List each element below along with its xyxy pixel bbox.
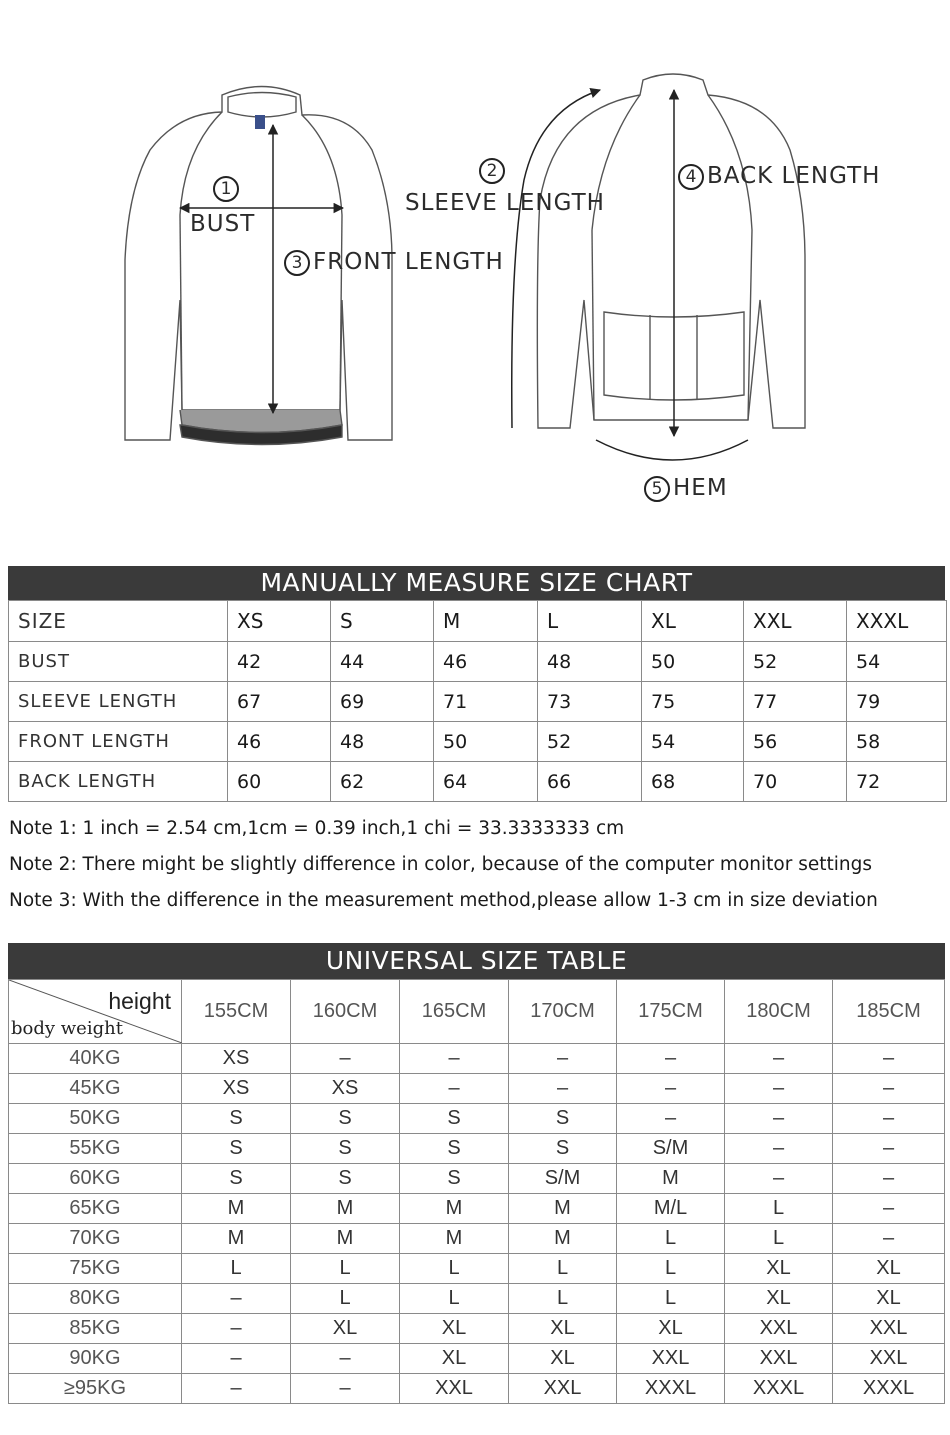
size-cell: XL (400, 1314, 509, 1344)
corner-cell (9, 980, 182, 1044)
size-cell: – (509, 1044, 617, 1074)
size-cell: S (291, 1134, 400, 1164)
size-cell: XXXL (725, 1374, 833, 1404)
height-label: height (108, 988, 171, 1014)
size-cell: – (833, 1074, 945, 1104)
weight-cell: 45KG (9, 1074, 182, 1104)
size-cell: – (182, 1374, 291, 1404)
table-cell: 79 (847, 682, 947, 722)
size-cell: – (833, 1164, 945, 1194)
weight-label: body weight (11, 1018, 123, 1039)
size-cell: M/L (617, 1194, 725, 1224)
table-row (9, 1194, 945, 1224)
size-s: S (331, 601, 434, 642)
back-length-label (678, 163, 880, 190)
table-row (9, 1374, 945, 1404)
table-cell: 56 (744, 722, 847, 762)
size-cell: S/M (617, 1134, 725, 1164)
weight-cell: 65KG (9, 1194, 182, 1224)
table-cell: 44 (331, 642, 434, 682)
size-cell: XL (833, 1254, 945, 1284)
size-cell: XL (509, 1314, 617, 1344)
bust-label (213, 175, 242, 202)
size-cell: M (400, 1194, 509, 1224)
row-label: BACK LENGTH (9, 762, 228, 802)
size-cell: S (400, 1164, 509, 1194)
table-row (9, 642, 947, 682)
size-cell: – (182, 1344, 291, 1374)
table-row (9, 1254, 945, 1284)
hem-label (644, 475, 728, 502)
table-row (9, 722, 947, 762)
table-cell: 69 (331, 682, 434, 722)
size-cell: – (182, 1314, 291, 1344)
table-row (9, 1284, 945, 1314)
size-cell: XL (400, 1344, 509, 1374)
hem-arc (596, 440, 748, 460)
weight-cell: 80KG (9, 1284, 182, 1314)
table-row (9, 1074, 945, 1104)
table-cell: 68 (642, 762, 744, 802)
table-cell: 46 (228, 722, 331, 762)
front-text: FRONT LENGTH (313, 249, 504, 275)
size-cell: L (291, 1284, 400, 1314)
height-160: 160CM (291, 980, 400, 1044)
back-number: 4 (678, 164, 704, 190)
table-row (9, 1164, 945, 1194)
table-cell: 46 (434, 642, 538, 682)
size-cell: – (291, 1044, 400, 1074)
size-cell: XXXL (833, 1374, 945, 1404)
table-row (9, 762, 947, 802)
size-cell: S (182, 1134, 291, 1164)
size-cell: M (291, 1194, 400, 1224)
size-cell: XL (725, 1284, 833, 1314)
size-xs: XS (228, 601, 331, 642)
row-label: FRONT LENGTH (9, 722, 228, 762)
size-cell: XS (182, 1044, 291, 1074)
height-185: 185CM (833, 980, 945, 1044)
jersey-measurement-diagram (0, 0, 950, 540)
size-cell: – (400, 1044, 509, 1074)
size-cell: XXL (833, 1344, 945, 1374)
size-cell: – (509, 1074, 617, 1104)
size-cell: XXL (725, 1344, 833, 1374)
table-row (9, 1044, 945, 1074)
table-cell: 77 (744, 682, 847, 722)
table-cell: 48 (331, 722, 434, 762)
size-cell: – (725, 1074, 833, 1104)
table-cell: 52 (744, 642, 847, 682)
size-cell: S (291, 1104, 400, 1134)
weight-cell: 60KG (9, 1164, 182, 1194)
table-cell: 75 (642, 682, 744, 722)
measure-chart-title: MANUALLY MEASURE SIZE CHART (8, 566, 945, 600)
height-175: 175CM (617, 980, 725, 1044)
weight-cell: 85KG (9, 1314, 182, 1344)
table-row (9, 682, 947, 722)
logo-mark (255, 115, 265, 129)
size-cell: M (617, 1164, 725, 1194)
size-cell: S (509, 1104, 617, 1134)
size-xxl: XXL (744, 601, 847, 642)
size-cell: L (617, 1284, 725, 1314)
table-header-row (9, 980, 945, 1044)
table-cell: 52 (538, 722, 642, 762)
size-cell: XL (833, 1284, 945, 1314)
size-cell: – (725, 1134, 833, 1164)
size-cell: M (509, 1194, 617, 1224)
table-cell: 50 (434, 722, 538, 762)
size-cell: M (182, 1224, 291, 1254)
size-cell: – (182, 1284, 291, 1314)
back-jersey-outline (537, 74, 805, 428)
table-row (9, 1224, 945, 1254)
note-3: Note 3: With the difference in the measurement method,please allow 1-3 cm in size deviation (9, 890, 878, 911)
front-length-label (284, 249, 504, 276)
size-cell: XL (617, 1314, 725, 1344)
size-xxxl: XXXL (847, 601, 947, 642)
size-cell: XXL (400, 1374, 509, 1404)
size-cell: L (617, 1224, 725, 1254)
weight-cell: 75KG (9, 1254, 182, 1284)
size-cell: L (725, 1224, 833, 1254)
size-cell: L (725, 1194, 833, 1224)
weight-cell: 40KG (9, 1044, 182, 1074)
universal-table-title: UNIVERSAL SIZE TABLE (8, 943, 945, 979)
table-cell: 50 (642, 642, 744, 682)
size-cell: XXL (509, 1374, 617, 1404)
size-cell: L (400, 1284, 509, 1314)
size-cell: L (509, 1284, 617, 1314)
height-165: 165CM (400, 980, 509, 1044)
size-cell: M (400, 1224, 509, 1254)
front-number: 3 (284, 250, 310, 276)
sleeve-label (479, 157, 508, 184)
table-cell: 60 (228, 762, 331, 802)
size-cell: M (509, 1224, 617, 1254)
size-cell: S (400, 1104, 509, 1134)
weight-cell: 55KG (9, 1134, 182, 1164)
size-header: SIZE (9, 601, 228, 642)
table-row (9, 1134, 945, 1164)
back-text: BACK LENGTH (707, 163, 881, 189)
size-cell: XS (182, 1074, 291, 1104)
weight-cell: 50KG (9, 1104, 182, 1134)
size-cell: S (509, 1134, 617, 1164)
table-cell: 66 (538, 762, 642, 802)
size-cell: – (400, 1074, 509, 1104)
sleeve-text: SLEEVE LENGTH (405, 190, 605, 216)
size-xl: XL (642, 601, 744, 642)
size-cell: L (291, 1254, 400, 1284)
size-cell: – (725, 1104, 833, 1134)
size-cell: S/M (509, 1164, 617, 1194)
note-1: Note 1: 1 inch = 2.54 cm,1cm = 0.39 inch,1 chi = 33.3333333 cm (9, 818, 625, 839)
size-cell: – (291, 1344, 400, 1374)
size-cell: L (617, 1254, 725, 1284)
size-cell: – (617, 1104, 725, 1134)
size-cell: XL (509, 1344, 617, 1374)
size-cell: XXL (833, 1314, 945, 1344)
table-row (9, 1104, 945, 1134)
size-cell: – (833, 1134, 945, 1164)
bust-text: BUST (190, 211, 256, 237)
size-cell: – (833, 1044, 945, 1074)
size-cell: – (291, 1374, 400, 1404)
size-cell: XXL (617, 1344, 725, 1374)
table-cell: 70 (744, 762, 847, 802)
notes (9, 815, 878, 923)
table-cell: 54 (642, 722, 744, 762)
size-cell: XXXL (617, 1374, 725, 1404)
table-cell: 64 (434, 762, 538, 802)
size-cell: XS (291, 1074, 400, 1104)
bust-number: 1 (213, 176, 239, 202)
size-cell: – (833, 1104, 945, 1134)
size-cell: – (833, 1194, 945, 1224)
table-row (9, 1344, 945, 1374)
size-cell: – (617, 1044, 725, 1074)
row-label: SLEEVE LENGTH (9, 682, 228, 722)
sleeve-length-arrow (512, 90, 600, 428)
size-cell: S (182, 1104, 291, 1134)
table-row (9, 601, 947, 642)
size-cell: – (725, 1164, 833, 1194)
height-170: 170CM (509, 980, 617, 1044)
height-155: 155CM (182, 980, 291, 1044)
measure-size-table (8, 600, 947, 802)
hem-number: 5 (644, 476, 670, 502)
table-cell: 72 (847, 762, 947, 802)
size-cell: XL (291, 1314, 400, 1344)
size-cell: L (182, 1254, 291, 1284)
size-cell: S (182, 1164, 291, 1194)
height-180: 180CM (725, 980, 833, 1044)
table-cell: 58 (847, 722, 947, 762)
table-cell: 54 (847, 642, 947, 682)
size-cell: – (725, 1044, 833, 1074)
size-cell: – (833, 1224, 945, 1254)
size-cell: M (291, 1224, 400, 1254)
weight-cell: 90KG (9, 1344, 182, 1374)
size-m: M (434, 601, 538, 642)
sleeve-number: 2 (479, 158, 505, 184)
table-row (9, 1314, 945, 1344)
row-label: BUST (9, 642, 228, 682)
table-cell: 62 (331, 762, 434, 802)
hem-text: HEM (673, 475, 728, 501)
weight-cell: ≥95KG (9, 1374, 182, 1404)
weight-cell: 70KG (9, 1224, 182, 1254)
size-cell: L (400, 1254, 509, 1284)
size-cell: L (509, 1254, 617, 1284)
size-cell: XXL (725, 1314, 833, 1344)
table-cell: 71 (434, 682, 538, 722)
size-cell: – (617, 1074, 725, 1104)
table-cell: 48 (538, 642, 642, 682)
size-cell: M (182, 1194, 291, 1224)
size-cell: XL (725, 1254, 833, 1284)
table-cell: 73 (538, 682, 642, 722)
universal-size-table (8, 979, 945, 1404)
size-cell: S (400, 1134, 509, 1164)
table-cell: 42 (228, 642, 331, 682)
size-l: L (538, 601, 642, 642)
note-2: Note 2: There might be slightly difference in color, because of the computer monitor settings (9, 854, 872, 875)
size-cell: S (291, 1164, 400, 1194)
table-cell: 67 (228, 682, 331, 722)
